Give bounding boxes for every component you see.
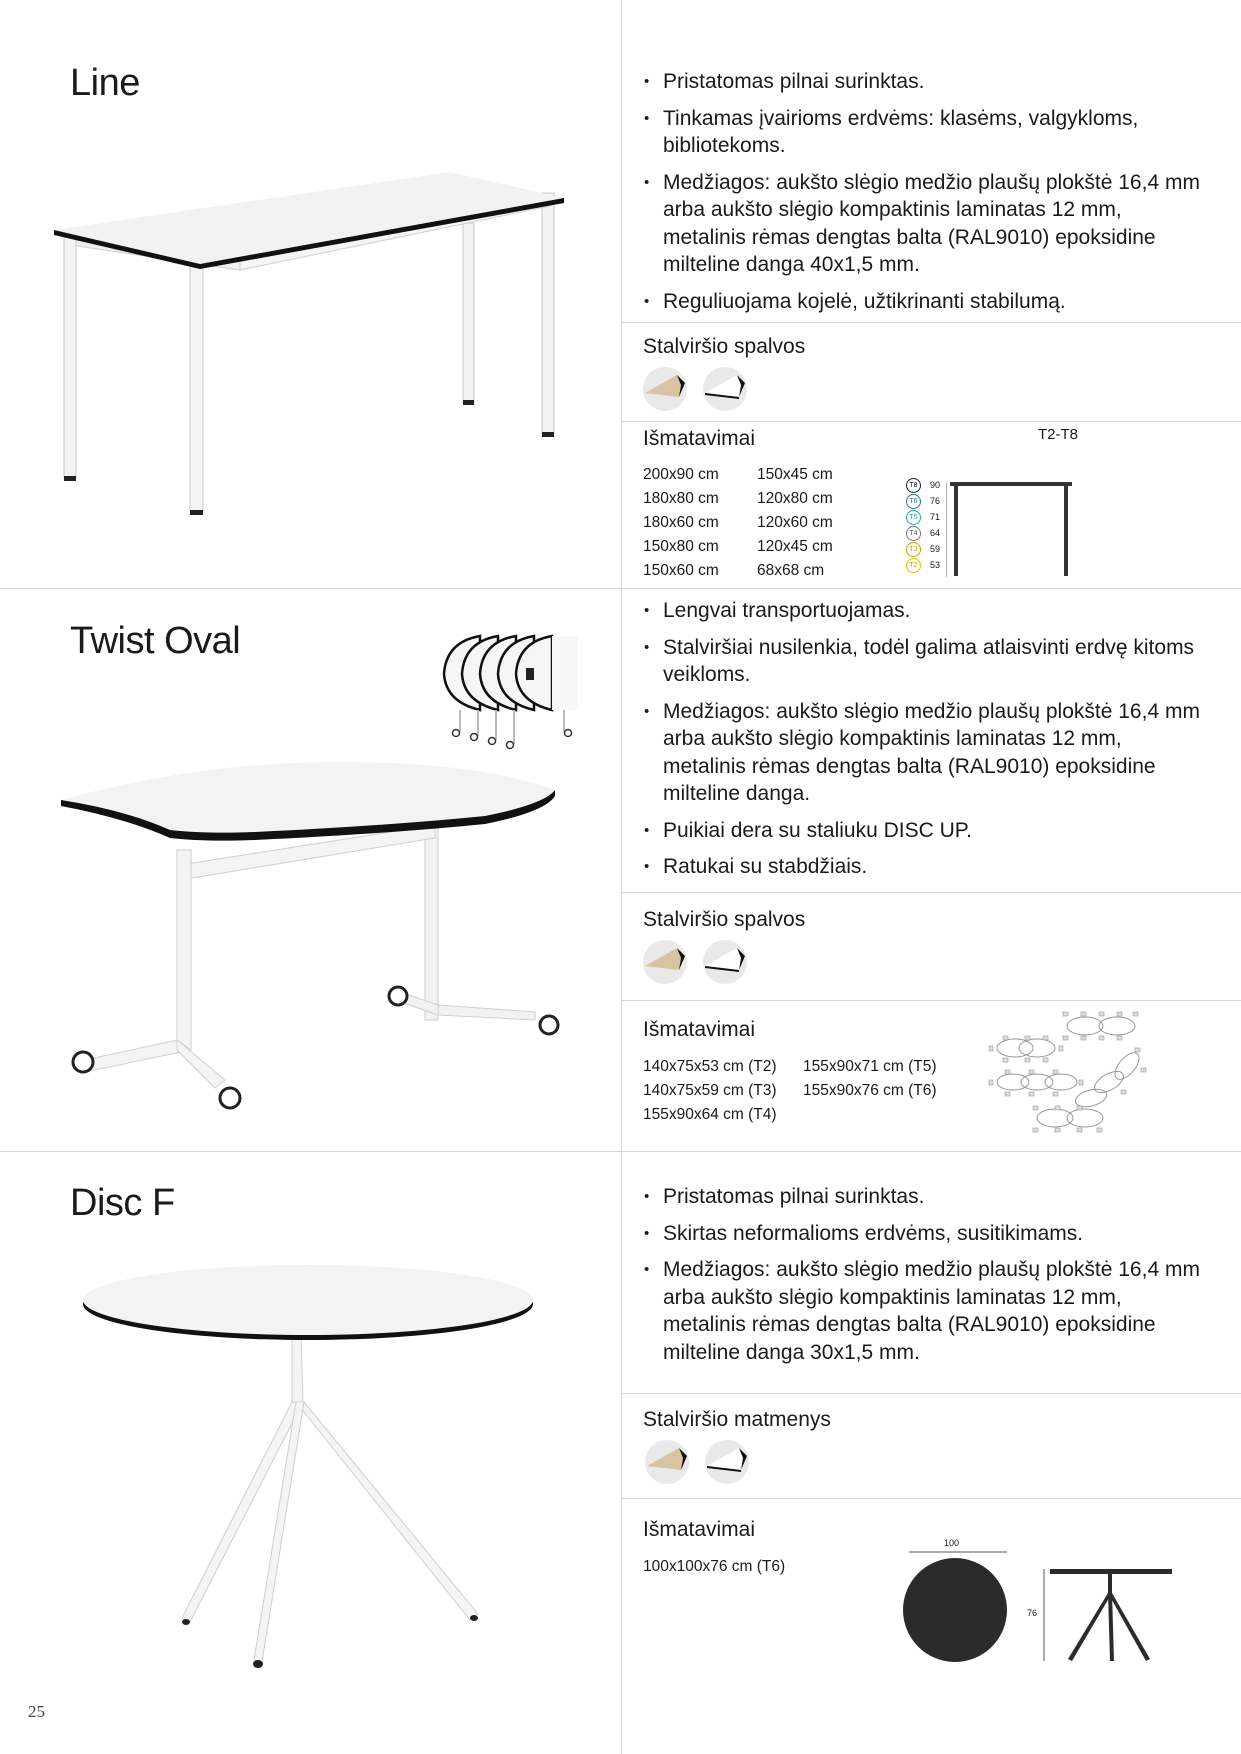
dimensions-col-1 [643,1555,785,1579]
feature-item: • Lengvai transportuojamas. [640,597,1200,625]
section-divider [621,1393,1241,1394]
height-label: 76 [1027,1608,1038,1618]
height-code-badge: T8 [906,478,921,493]
dimension-value: 140x75x53 cm (T2) [643,1058,777,1075]
dimension-value: 155x90x76 cm (T6) [803,1082,937,1099]
dimension-value: 150x80 cm [643,538,719,555]
colors-label: Stalviršio spalvos [643,908,806,931]
folded-tables-image [440,632,580,750]
product-divider [0,588,1241,589]
column-divider [621,0,622,1754]
colors-label: Stalviršio spalvos [643,335,806,358]
section-divider [621,892,1241,893]
dimension-value: 150x45 cm [757,466,833,483]
dimension-value: 140x75x59 cm (T3) [643,1082,777,1099]
dimensions-col-2 [803,1055,937,1103]
height-code-badge: T3 [906,542,921,557]
diameter-label: 100 [944,1538,960,1548]
dimension-value: 180x60 cm [643,514,719,531]
height-value: 90 [930,480,941,490]
twist-oval-table-image [55,750,575,1120]
feature-item: • Skirtas neformalioms erdvėms, susitikimams. [640,1220,1200,1248]
height-code-badge: T4 [906,526,921,541]
section-divider [621,421,1241,422]
section-divider [621,1000,1241,1001]
height-code-badge: T6 [906,494,921,509]
dimensions-col-2 [757,463,833,583]
height-code-badge: T5 [906,510,921,525]
dimensions-col-1 [643,463,719,583]
section-divider [621,1498,1241,1499]
disc-side-view-drawing [1040,1565,1175,1665]
black-edge-swatch [705,1440,749,1484]
dimension-value: 120x80 cm [757,490,833,507]
table-profile-drawing [946,480,1076,580]
height-value: 64 [930,528,941,538]
feature-list [640,68,1200,324]
dimensions-col-1 [643,1055,777,1127]
page-number: 25 [28,1702,45,1721]
feature-item: • Puikiai dera su staliuku DISC UP. [640,817,1200,845]
height-value: 71 [930,512,941,522]
layout-configurations-diagram [985,1010,1150,1140]
dimension-value: 150x60 cm [643,562,719,579]
dimension-value: 68x68 cm [757,562,825,579]
product-title: Disc F [70,1182,175,1224]
feature-item: • Pristatomas pilnai surinktas. [640,68,1200,96]
disc-top-view-drawing [895,1548,1015,1668]
feature-item: • Medžiagos: aukšto slėgio medžio plaušų plokštė 16,4 mm arba aukšto slėgio kompaktinis laminatas 12 mm, metalinis rėmas dengtas balta (RAL9010) epoksidine milteline danga. [640,698,1200,808]
feature-item: • Stalviršiai nusilenkia, todėl galima atlaisvinti erdvę kitoms veikloms. [640,634,1200,689]
dimension-value: 180x80 cm [643,490,719,507]
dimensions-label: Išmatavimai [643,1018,756,1041]
oak-edge-swatch [643,940,687,984]
oak-edge-swatch [645,1440,689,1484]
feature-item: • Ratukai su stabdžiais. [640,853,1200,881]
dimensions-label: Išmatavimai [643,1518,756,1541]
height-value: 53 [930,560,941,570]
dimension-value: 155x90x64 cm (T4) [643,1106,777,1123]
height-diagram [904,478,1184,578]
feature-item: • Medžiagos: aukšto slėgio medžio plaušų plokštė 16,4 mm arba aukšto slėgio kompaktinis laminatas 12 mm, metalinis rėmas dengtas balta (RAL9010) epoksidine milteline danga 40x1,5 mm. [640,169,1200,279]
oak-edge-swatch [643,367,687,411]
dimension-value: 120x45 cm [757,538,833,555]
feature-list [640,597,1200,890]
disc-f-table-image [78,1262,538,1672]
product-divider [0,1151,1241,1152]
dimension-value: 200x90 cm [643,466,719,483]
feature-item: • Pristatomas pilnai surinktas. [640,1183,1200,1211]
height-value: 59 [930,544,941,554]
product-title: Twist Oval [70,620,241,662]
dimension-value: 155x90x71 cm (T5) [803,1058,937,1075]
height-range-label: T2-T8 [1038,426,1079,443]
colors-label: Stalviršio matmenys [643,1408,831,1431]
dimension-value: 100x100x76 cm (T6) [643,1558,786,1575]
feature-item: • Reguliuojama kojelė, užtikrinanti stabilumą. [640,288,1200,316]
feature-item: • Medžiagos: aukšto slėgio medžio plaušų plokštė 16,4 mm arba aukšto slėgio kompaktinis laminatas 12 mm, metalinis rėmas dengtas balta (RAL9010) epoksidine milteline danga 30x1,5 mm. [640,1256,1200,1366]
feature-list [640,1183,1200,1375]
height-code-badge: T2 [906,558,921,573]
black-edge-swatch [703,940,747,984]
line-table-image [50,168,570,518]
dimensions-label: Išmatavimai [643,427,756,450]
feature-item: • Tinkamas įvairioms erdvėms: klasėms, valgykloms, bibliotekoms. [640,105,1200,160]
black-edge-swatch [703,367,747,411]
height-value: 76 [930,496,941,506]
dimension-value: 120x60 cm [757,514,833,531]
product-title: Line [70,62,140,104]
